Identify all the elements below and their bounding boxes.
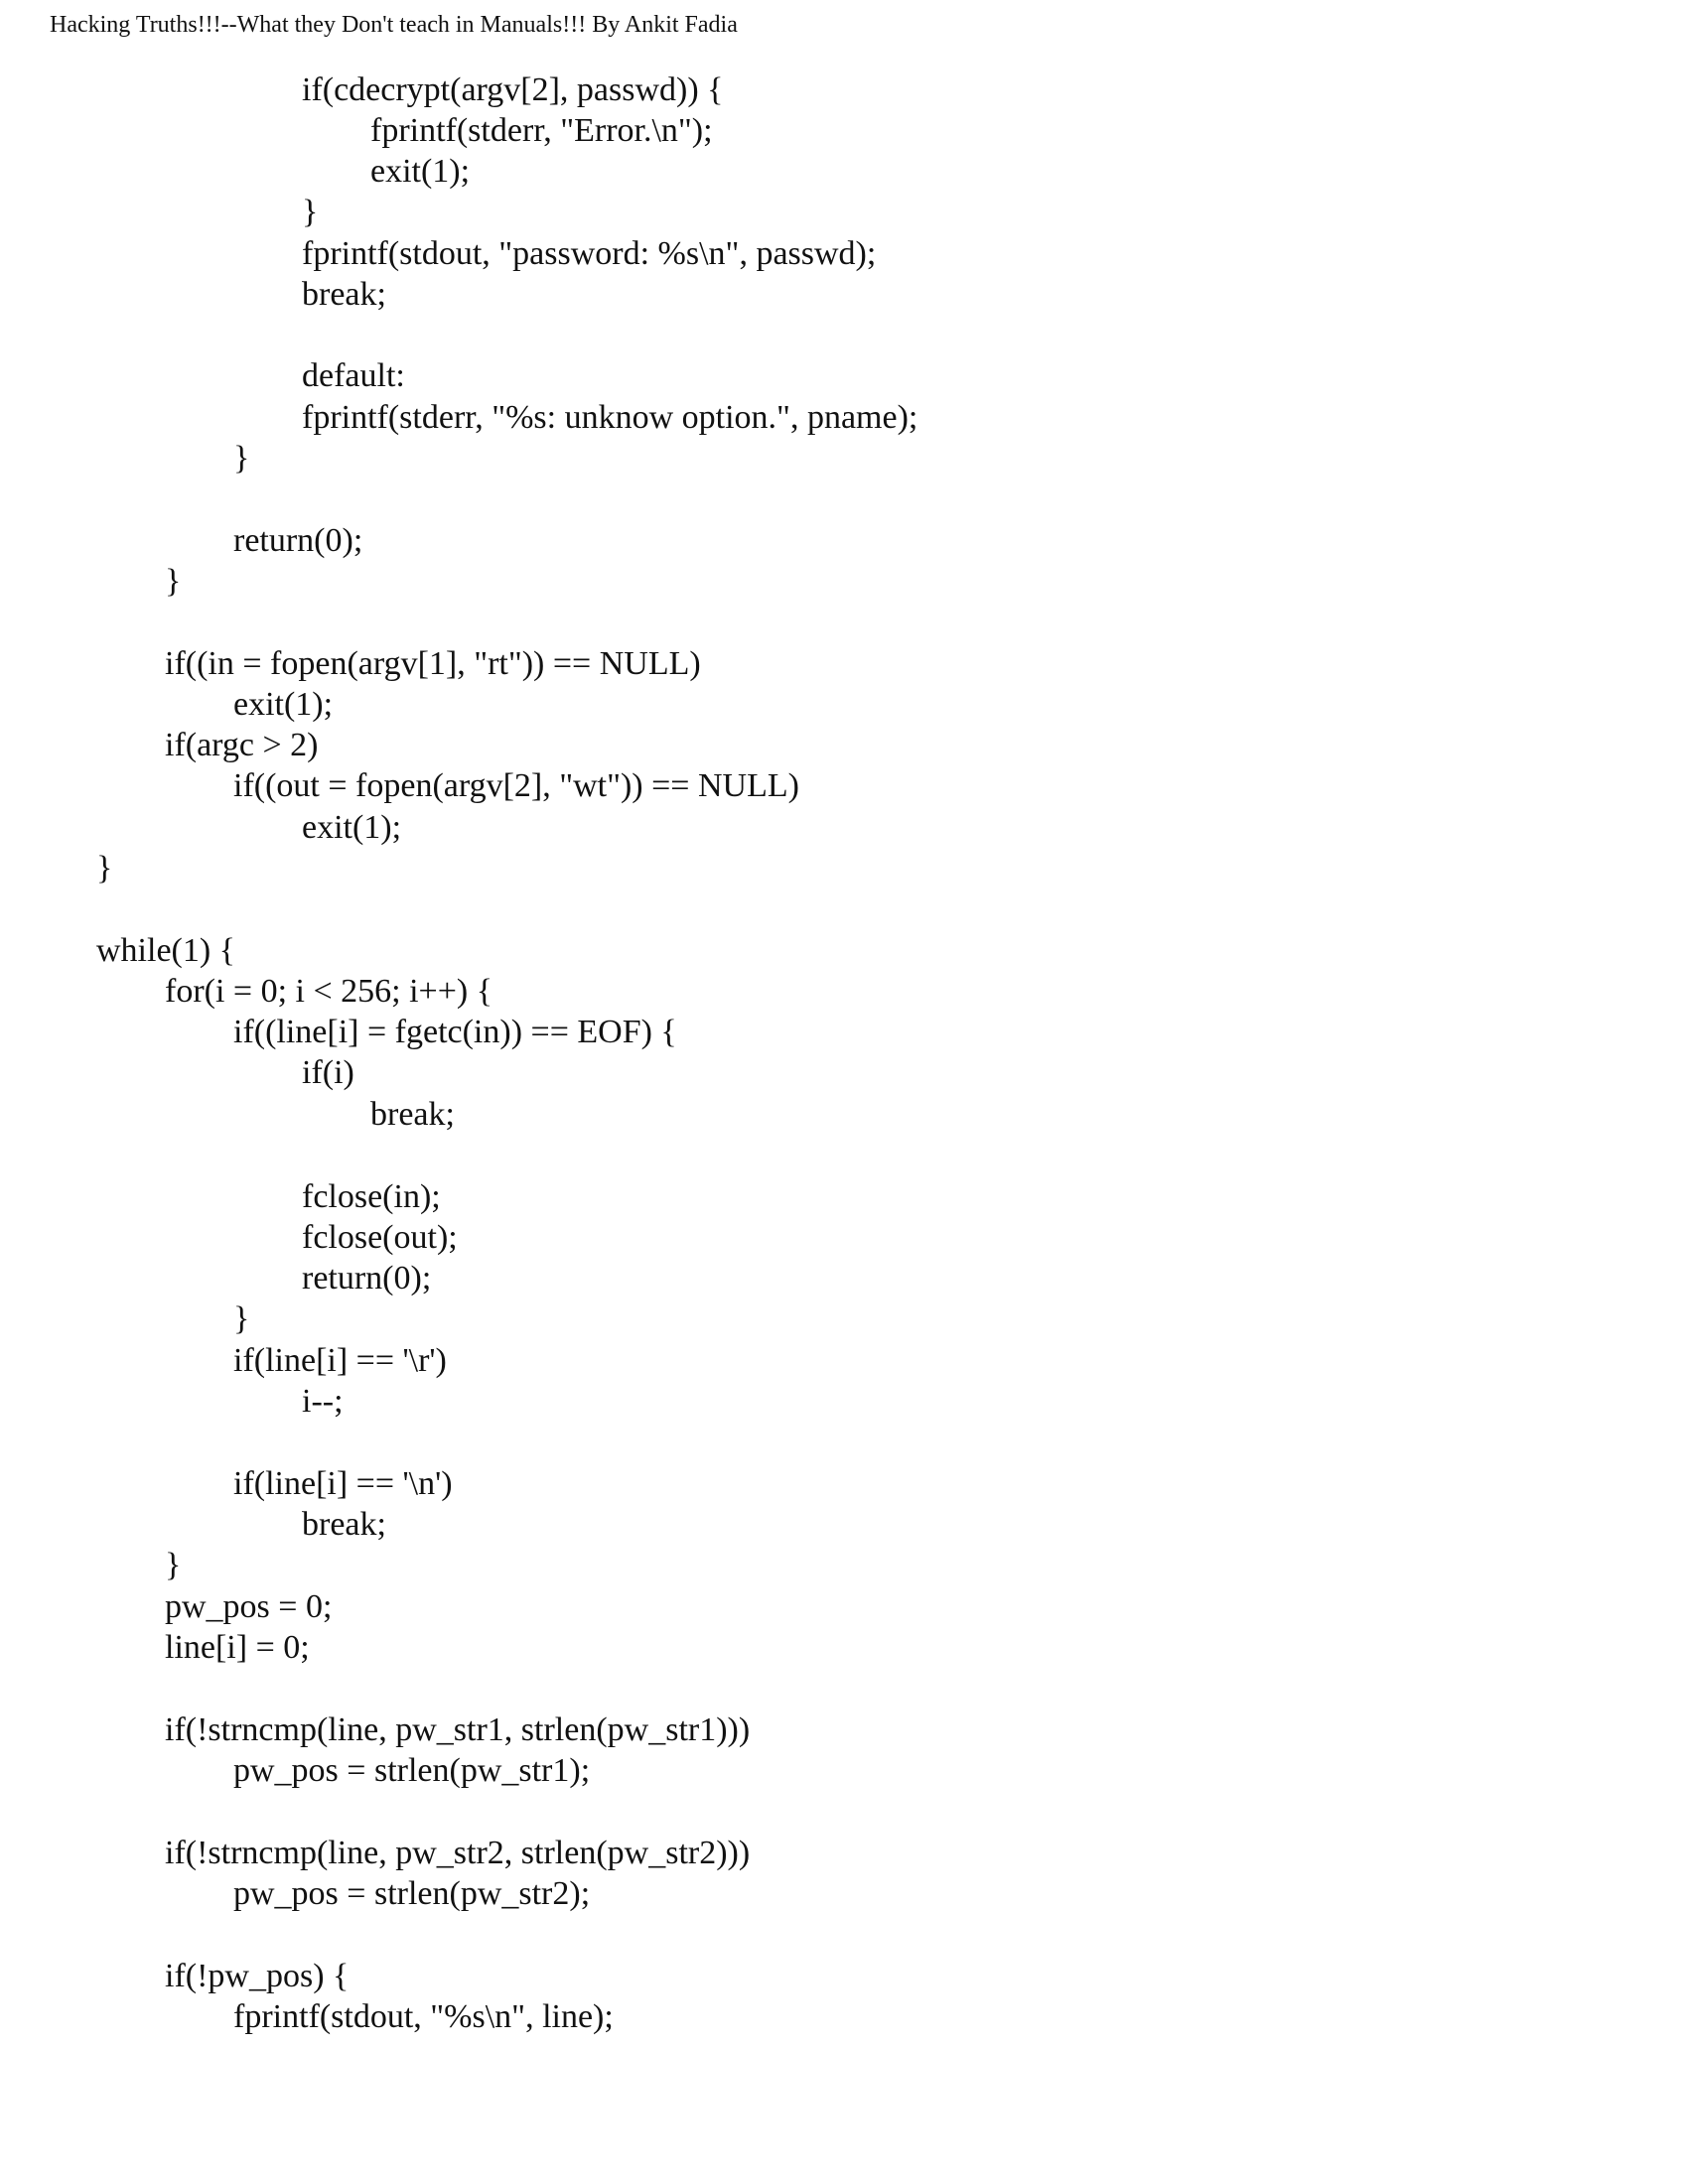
code-line: if(i) — [302, 1054, 354, 1091]
code-line: fclose(out); — [302, 1219, 458, 1256]
code-line: fprintf(stdout, "%s\n", line); — [233, 1998, 614, 2035]
code-line: line[i] = 0; — [165, 1629, 310, 1666]
code-line: fclose(in); — [302, 1178, 441, 1215]
code-line: pw_pos = strlen(pw_str1); — [233, 1752, 591, 1789]
code-line: } — [233, 440, 250, 477]
code-line: exit(1); — [233, 686, 334, 723]
code-line: pw_pos = 0; — [165, 1588, 333, 1625]
code-line: if(line[i] == '\n') — [233, 1465, 453, 1502]
code-line: if((line[i] = fgetc(in)) == EOF) { — [233, 1014, 677, 1050]
code-line: fprintf(stdout, "password: %s\n", passwd); — [302, 235, 877, 272]
code-line: if(cdecrypt(argv[2], passwd)) { — [302, 71, 724, 108]
code-line: break; — [302, 1506, 386, 1543]
code-line: if(!strncmp(line, pw_str2, strlen(pw_str2))) — [165, 1835, 751, 1871]
code-line: break; — [370, 1096, 455, 1133]
code-line: exit(1); — [302, 809, 402, 846]
code-line: } — [302, 194, 319, 230]
code-line: exit(1); — [370, 153, 471, 190]
code-line: } — [165, 563, 182, 600]
code-line: return(0); — [233, 522, 363, 559]
code-line: } — [165, 1547, 182, 1583]
code-line: if(!strncmp(line, pw_str1, strlen(pw_str1))) — [165, 1711, 751, 1748]
code-line: } — [233, 1300, 250, 1337]
code-line: if((in = fopen(argv[1], "rt")) == NULL) — [165, 645, 701, 682]
code-line: return(0); — [302, 1260, 432, 1297]
code-line: if(line[i] == '\r') — [233, 1342, 447, 1379]
code-line: } — [96, 850, 113, 887]
code-line: fprintf(stderr, "%s: unknow option.", pname); — [302, 399, 918, 436]
code-line: break; — [302, 276, 386, 313]
page-header-title: Hacking Truths!!!--What they Don't teach in Manuals!!! By Ankit Fadia — [50, 12, 738, 38]
code-line: if(!pw_pos) { — [165, 1958, 350, 1994]
code-line: for(i = 0; i < 256; i++) { — [165, 973, 493, 1010]
code-line: while(1) { — [96, 932, 236, 969]
code-line: default: — [302, 357, 405, 394]
code-line: i--; — [302, 1383, 344, 1420]
code-line: fprintf(stderr, "Error.\n"); — [370, 112, 713, 149]
code-line: if(argc > 2) — [165, 727, 319, 763]
code-line: pw_pos = strlen(pw_str2); — [233, 1875, 591, 1912]
code-line: if((out = fopen(argv[2], "wt")) == NULL) — [233, 767, 799, 804]
